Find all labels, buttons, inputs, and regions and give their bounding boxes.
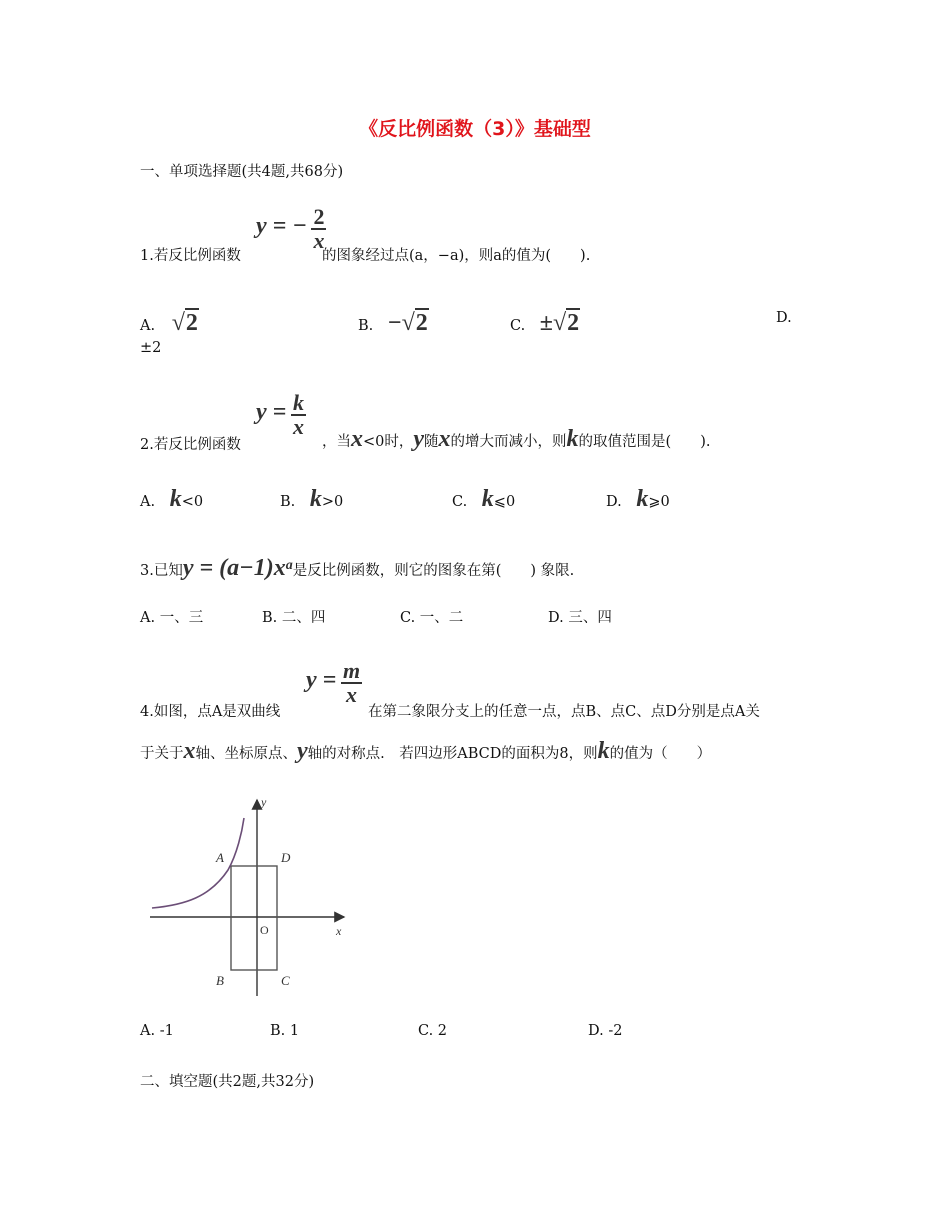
hyperbola-curve [152, 818, 244, 908]
label-a: A [216, 850, 224, 865]
q3-option-d[interactable]: D. 三、四 [548, 610, 612, 626]
question-1-text: 1.若反比例函数 [140, 248, 241, 264]
question-4-text: 4.如图，点A是双曲线 [140, 704, 281, 720]
q1-option-b[interactable]: B. −√2 [358, 310, 428, 336]
q1-option-c[interactable]: C. ±√2 [510, 310, 580, 336]
q4-option-b[interactable]: B. 1 [270, 1023, 300, 1039]
question-4-line1-rest: 在第二象限分支上的任意一点，点B、点C、点D分别是点A关 [368, 704, 760, 720]
label-y-axis: y [261, 795, 267, 809]
question-1-formula: y = − $\frac{2}{x}$ [256, 204, 325, 253]
q4-option-c[interactable]: C. 2 [418, 1023, 448, 1039]
label-origin: O [260, 923, 269, 937]
q2-option-a[interactable]: A. k<0 [140, 486, 204, 512]
question-2-rest: ，当x<0时，y随x的增大而减小，则k的取值范围是( ). [322, 426, 711, 452]
section-heading-fill-in: 二、填空题(共2题,共32分) [140, 1074, 315, 1090]
label-b: B [216, 973, 224, 988]
question-2-formula: y = $\frac{k}{x}$ [256, 390, 304, 439]
question-3-text: 3.已知$y = (a-1)x^a$是反比例函数，则它的图象在第( ) 象限. [140, 555, 575, 581]
q4-option-d[interactable]: D. -2 [588, 1023, 623, 1039]
q2-option-c[interactable]: C. k⩽0 [452, 486, 516, 512]
section-heading-choice: 一、单项选择题(共4题,共68分) [140, 164, 344, 180]
q3-option-a[interactable]: A. 一、三 [140, 610, 204, 626]
page-title: 《反比例函数（3）》基础型 [359, 118, 591, 140]
question-2-text: 2.若反比例函数 [140, 437, 241, 453]
label-x-axis: x [336, 924, 342, 938]
sqrt-symbol: √2 [401, 310, 428, 336]
q1-option-d-label[interactable]: D. [776, 310, 792, 326]
label-d: D [281, 850, 291, 865]
q3-option-b[interactable]: B. 二、四 [262, 610, 326, 626]
q1-option-d-value: ±2 [140, 340, 162, 356]
q3-option-c[interactable]: C. 一、二 [400, 610, 464, 626]
sqrt-symbol: √2 [171, 310, 198, 336]
rectangle-abcd [231, 866, 277, 970]
hyperbola-figure [140, 792, 360, 1002]
label-c: C [281, 973, 290, 988]
question-4-formula: y = $\frac{m}{x}$ [306, 658, 361, 707]
q2-option-b[interactable]: B. k>0 [280, 486, 344, 512]
q4-option-a[interactable]: A. -1 [140, 1023, 174, 1039]
question-4-line2: 于关于x轴、坐标原点、y轴的对称点. 若四边形ABCD的面积为8，则k的值为（ ） [140, 738, 712, 764]
question-1-suffix: 的图象经过点(a，−a)，则a的值为( ). [322, 248, 591, 264]
q1-option-a[interactable]: A. √2 [140, 310, 198, 336]
sqrt-symbol: √2 [552, 310, 580, 336]
q2-option-d[interactable]: D. k⩾0 [606, 486, 670, 512]
